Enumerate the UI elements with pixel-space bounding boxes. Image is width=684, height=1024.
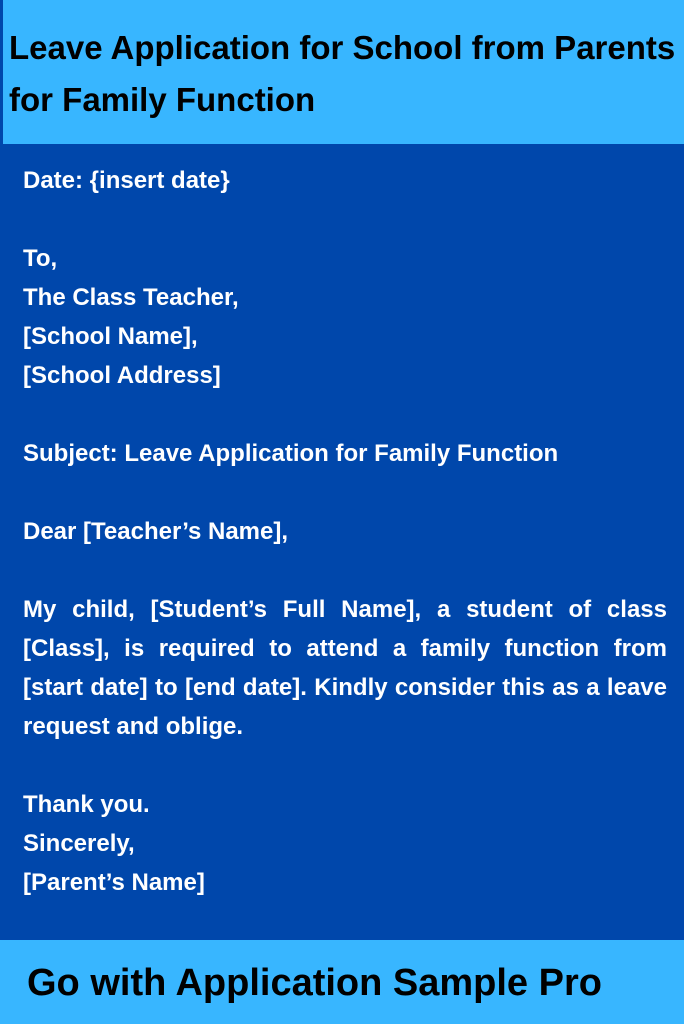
- spacer: [23, 200, 667, 239]
- footer-text: Go with Application Sample Pro: [27, 962, 602, 1004]
- letter-thanks: Thank you.: [23, 791, 150, 818]
- letter-school-name: [School Name],: [23, 323, 198, 350]
- spacer: [23, 551, 667, 590]
- letter-salutation: Dear [Teacher’s Name],: [23, 518, 289, 545]
- letter-school-address: [School Address]: [23, 362, 221, 389]
- letter-paragraph: My child, [Student’s Full Name], a student of class [Class], is required to attend a family function from [start date] to [end date]. Kindly consider this as a leave request and oblige.: [23, 596, 667, 740]
- letter-to: To,: [23, 245, 58, 272]
- header-banner: [0, 0, 684, 144]
- footer-banner: [0, 940, 684, 1024]
- spacer: [23, 473, 667, 512]
- spacer: [23, 395, 667, 434]
- spacer: [23, 746, 667, 785]
- letter-body: [23, 161, 667, 902]
- page-title: Leave Application for School from Parents for Family Function: [9, 29, 676, 118]
- letter-recipient: The Class Teacher,: [23, 284, 239, 311]
- letter-closing: Sincerely,: [23, 830, 135, 857]
- letter-date: Date: {insert date}: [23, 167, 230, 194]
- letter-signature: [Parent’s Name]: [23, 869, 205, 896]
- letter-subject: Subject: Leave Application for Family Function: [23, 440, 559, 467]
